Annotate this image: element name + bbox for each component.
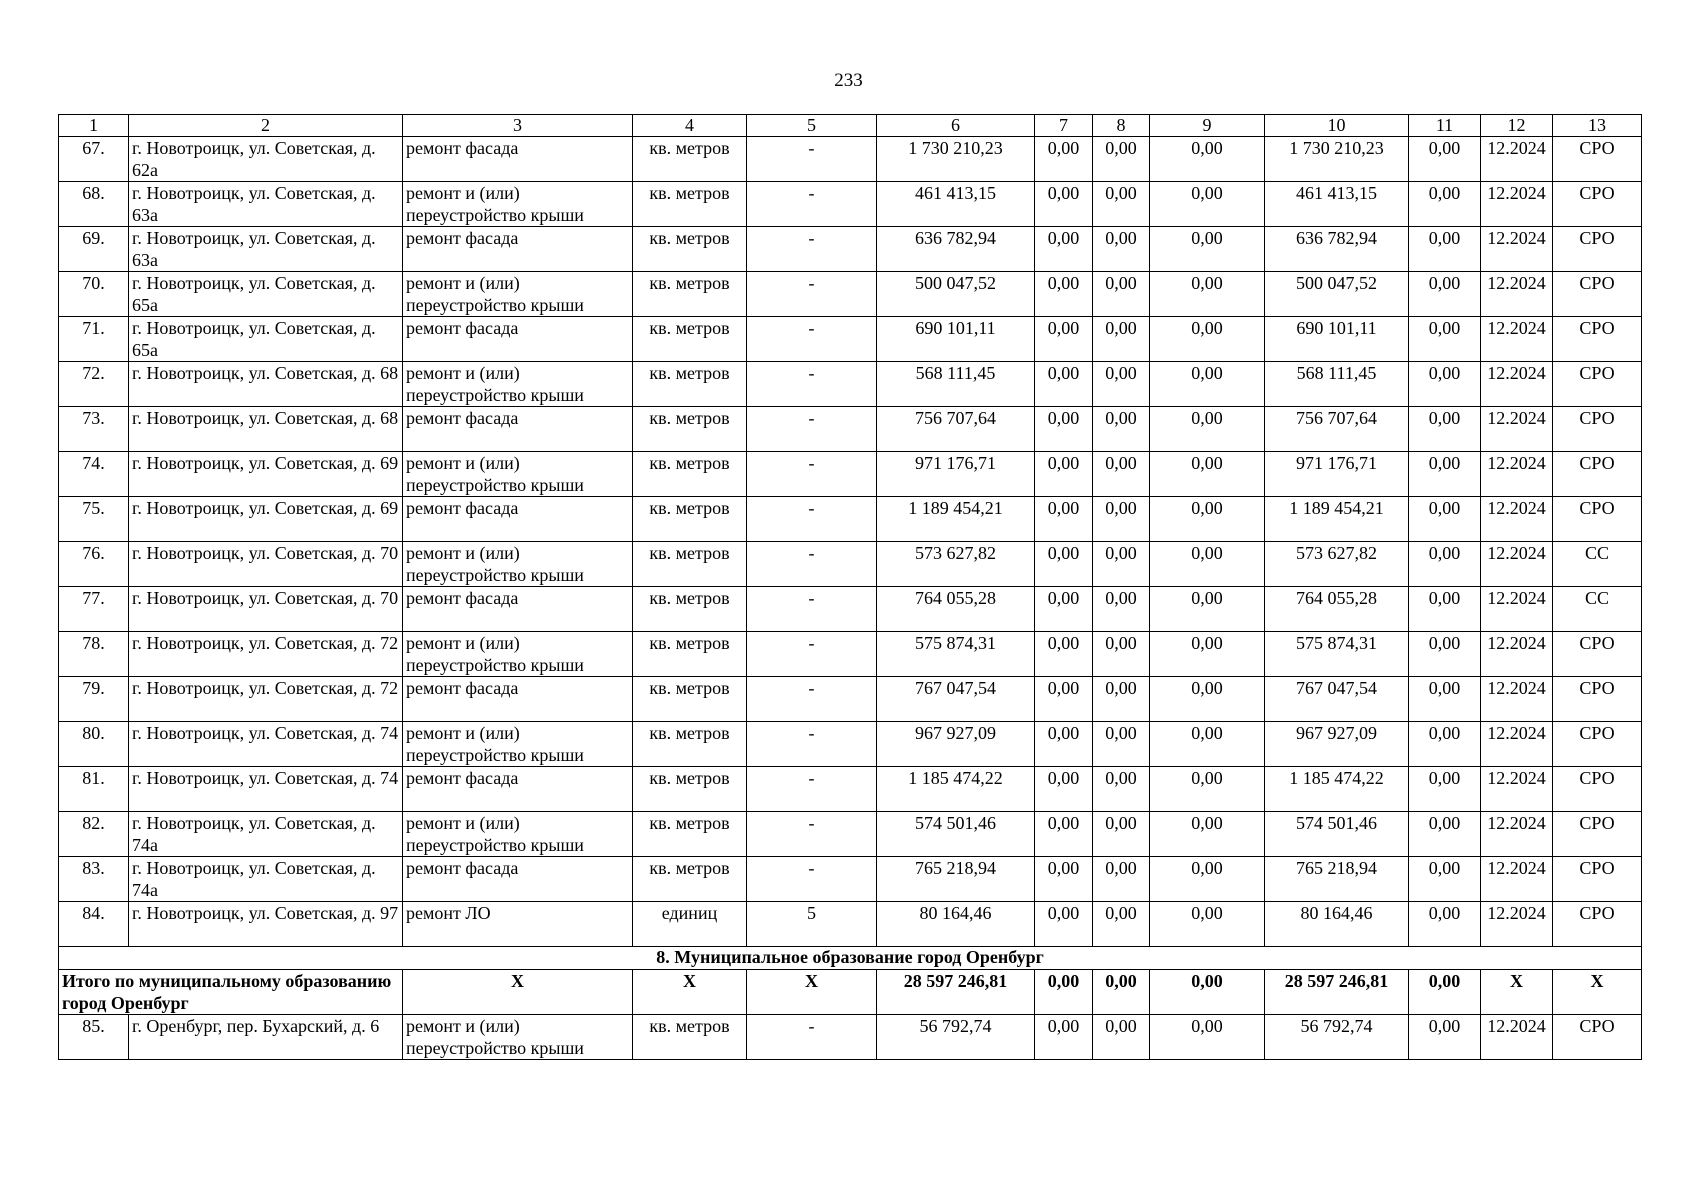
unit-cell: кв. метров (633, 497, 747, 542)
fund-cell: 0,00 (1093, 902, 1150, 947)
table-row (59, 497, 1642, 542)
completion-date-cell: 12.2024 (1481, 812, 1553, 857)
fund-cell: 0,00 (1035, 227, 1093, 272)
completion-date-cell: 12.2024 (1481, 767, 1553, 812)
table-row (59, 587, 1642, 632)
fund-cell: 0,00 (1035, 452, 1093, 497)
other-funds-cell: 0,00 (1409, 857, 1481, 902)
completion-date-cell: 12.2024 (1481, 857, 1553, 902)
owner-funds-cell: 967 927,09 (1265, 722, 1409, 767)
fund-cell: 0,00 (1150, 407, 1265, 452)
cost-total-cell: 500 047,52 (877, 272, 1035, 317)
column-header: 3 (403, 115, 633, 137)
fund-cell: 0,00 (1035, 137, 1093, 182)
quantity-cell: - (747, 317, 877, 362)
table-row (59, 227, 1642, 272)
fund-cell: 0,00 (1150, 812, 1265, 857)
row-number: 77. (59, 587, 129, 632)
cost-total-cell: 767 047,54 (877, 677, 1035, 722)
fund-cell: 0,00 (1035, 1015, 1093, 1060)
unit-cell: кв. метров (633, 452, 747, 497)
owner-funds-cell: 575 874,31 (1265, 632, 1409, 677)
quantity-cell: - (747, 812, 877, 857)
cost-total-cell: 573 627,82 (877, 542, 1035, 587)
cost-total-cell: 56 792,74 (877, 1015, 1035, 1060)
fund-cell: 0,00 (1093, 677, 1150, 722)
work-type-cell: ремонт ЛО (403, 902, 633, 947)
table-row (59, 767, 1642, 812)
completion-date-cell: 12.2024 (1481, 182, 1553, 227)
method-cell: СРО (1553, 272, 1642, 317)
unit-cell: кв. метров (633, 632, 747, 677)
fund-cell: 0,00 (1035, 677, 1093, 722)
section-header-row (59, 947, 1642, 970)
completion-date-cell: 12.2024 (1481, 542, 1553, 587)
other-funds-cell: 0,00 (1409, 452, 1481, 497)
method-cell: СРО (1553, 677, 1642, 722)
fund-cell: 0,00 (1035, 182, 1093, 227)
method-cell: СРО (1553, 452, 1642, 497)
fund-cell: 0,00 (1093, 497, 1150, 542)
cost-total-cell: 1 730 210,23 (877, 137, 1035, 182)
quantity-cell: - (747, 137, 877, 182)
address-cell: г. Новотроицк, ул. Советская, д. 70 (129, 542, 403, 587)
unit-cell: кв. метров (633, 362, 747, 407)
unit-cell: кв. метров (633, 407, 747, 452)
fund-cell: 0,00 (1150, 227, 1265, 272)
total-value: Х (633, 970, 747, 1015)
unit-cell: единиц (633, 902, 747, 947)
fund-cell: 0,00 (1093, 1015, 1150, 1060)
unit-cell: кв. метров (633, 677, 747, 722)
completion-date-cell: 12.2024 (1481, 722, 1553, 767)
address-cell: г. Новотроицк, ул. Советская, д. 68 (129, 407, 403, 452)
method-cell: СС (1553, 542, 1642, 587)
other-funds-cell: 0,00 (1409, 227, 1481, 272)
work-type-cell: ремонт и (или) переустройство крыши (403, 632, 633, 677)
column-header: 2 (129, 115, 403, 137)
column-header: 9 (1150, 115, 1265, 137)
table-row (59, 1015, 1642, 1060)
row-number: 82. (59, 812, 129, 857)
row-number: 84. (59, 902, 129, 947)
owner-funds-cell: 573 627,82 (1265, 542, 1409, 587)
cost-total-cell: 80 164,46 (877, 902, 1035, 947)
fund-cell: 0,00 (1150, 542, 1265, 587)
address-cell: г. Новотроицк, ул. Советская, д. 68 (129, 362, 403, 407)
method-cell: СРО (1553, 857, 1642, 902)
fund-cell: 0,00 (1150, 902, 1265, 947)
work-type-cell: ремонт фасада (403, 227, 633, 272)
unit-cell: кв. метров (633, 272, 747, 317)
row-number: 70. (59, 272, 129, 317)
fund-cell: 0,00 (1093, 812, 1150, 857)
quantity-cell: - (747, 272, 877, 317)
fund-cell: 0,00 (1035, 362, 1093, 407)
work-type-cell: ремонт фасада (403, 317, 633, 362)
work-type-cell: ремонт фасада (403, 407, 633, 452)
table-row (59, 542, 1642, 587)
fund-cell: 0,00 (1150, 362, 1265, 407)
other-funds-cell: 0,00 (1409, 722, 1481, 767)
work-type-cell: ремонт и (или) переустройство крыши (403, 362, 633, 407)
other-funds-cell: 0,00 (1409, 632, 1481, 677)
row-number: 80. (59, 722, 129, 767)
other-funds-cell: 0,00 (1409, 497, 1481, 542)
other-funds-cell: 0,00 (1409, 272, 1481, 317)
owner-funds-cell: 971 176,71 (1265, 452, 1409, 497)
cost-total-cell: 764 055,28 (877, 587, 1035, 632)
other-funds-cell: 0,00 (1409, 182, 1481, 227)
cost-total-cell: 636 782,94 (877, 227, 1035, 272)
table-row (59, 317, 1642, 362)
row-number: 76. (59, 542, 129, 587)
fund-cell: 0,00 (1150, 677, 1265, 722)
work-type-cell: ремонт фасада (403, 587, 633, 632)
fund-cell: 0,00 (1150, 857, 1265, 902)
fund-cell: 0,00 (1035, 722, 1093, 767)
other-funds-cell: 0,00 (1409, 812, 1481, 857)
completion-date-cell: 12.2024 (1481, 902, 1553, 947)
completion-date-cell: 12.2024 (1481, 677, 1553, 722)
table-row (59, 182, 1642, 227)
fund-cell: 0,00 (1093, 272, 1150, 317)
fund-cell: 0,00 (1035, 812, 1093, 857)
fund-cell: 0,00 (1150, 767, 1265, 812)
completion-date-cell: 12.2024 (1481, 362, 1553, 407)
cost-total-cell: 461 413,15 (877, 182, 1035, 227)
section-title: 8. Муниципальное образование город Оренбург (59, 947, 1642, 970)
total-value: 0,00 (1035, 970, 1093, 1015)
quantity-cell: - (747, 722, 877, 767)
fund-cell: 0,00 (1093, 407, 1150, 452)
column-header: 10 (1265, 115, 1409, 137)
completion-date-cell: 12.2024 (1481, 497, 1553, 542)
cost-total-cell: 574 501,46 (877, 812, 1035, 857)
fund-cell: 0,00 (1093, 722, 1150, 767)
quantity-cell: - (747, 227, 877, 272)
work-type-cell: ремонт и (или) переустройство крыши (403, 1015, 633, 1060)
fund-cell: 0,00 (1093, 632, 1150, 677)
method-cell: СРО (1553, 137, 1642, 182)
fund-cell: 0,00 (1150, 317, 1265, 362)
unit-cell: кв. метров (633, 542, 747, 587)
address-cell: г. Новотроицк, ул. Советская, д. 65а (129, 272, 403, 317)
table-row (59, 722, 1642, 767)
row-number: 83. (59, 857, 129, 902)
method-cell: СРО (1553, 227, 1642, 272)
fund-cell: 0,00 (1093, 542, 1150, 587)
fund-cell: 0,00 (1035, 272, 1093, 317)
total-row (59, 970, 1642, 1015)
owner-funds-cell: 500 047,52 (1265, 272, 1409, 317)
fund-cell: 0,00 (1093, 857, 1150, 902)
method-cell: СРО (1553, 767, 1642, 812)
address-cell: г. Новотроицк, ул. Советская, д. 69 (129, 497, 403, 542)
fund-cell: 0,00 (1093, 227, 1150, 272)
fund-cell: 0,00 (1093, 137, 1150, 182)
other-funds-cell: 0,00 (1409, 317, 1481, 362)
row-number: 73. (59, 407, 129, 452)
fund-cell: 0,00 (1035, 587, 1093, 632)
completion-date-cell: 12.2024 (1481, 452, 1553, 497)
address-cell: г. Новотроицк, ул. Советская, д. 65а (129, 317, 403, 362)
page-number: 233 (834, 70, 863, 91)
address-cell: г. Новотроицк, ул. Советская, д. 74 (129, 767, 403, 812)
unit-cell: кв. метров (633, 227, 747, 272)
table-row (59, 407, 1642, 452)
table-row (59, 677, 1642, 722)
fund-cell: 0,00 (1093, 452, 1150, 497)
method-cell: СРО (1553, 812, 1642, 857)
address-cell: г. Новотроицк, ул. Советская, д. 74а (129, 857, 403, 902)
row-number: 71. (59, 317, 129, 362)
table-row (59, 632, 1642, 677)
cost-total-cell: 1 185 474,22 (877, 767, 1035, 812)
other-funds-cell: 0,00 (1409, 767, 1481, 812)
quantity-cell: - (747, 452, 877, 497)
cost-total-cell: 568 111,45 (877, 362, 1035, 407)
quantity-cell: - (747, 182, 877, 227)
address-cell: г. Новотроицк, ул. Советская, д. 74а (129, 812, 403, 857)
fund-cell: 0,00 (1150, 452, 1265, 497)
column-header: 6 (877, 115, 1035, 137)
unit-cell: кв. метров (633, 767, 747, 812)
owner-funds-cell: 1 185 474,22 (1265, 767, 1409, 812)
cost-total-cell: 1 189 454,21 (877, 497, 1035, 542)
owner-funds-cell: 636 782,94 (1265, 227, 1409, 272)
quantity-cell: 5 (747, 902, 877, 947)
quantity-cell: - (747, 407, 877, 452)
unit-cell: кв. метров (633, 812, 747, 857)
unit-cell: кв. метров (633, 1015, 747, 1060)
table-row (59, 857, 1642, 902)
table-row (59, 812, 1642, 857)
fund-cell: 0,00 (1093, 362, 1150, 407)
unit-cell: кв. метров (633, 587, 747, 632)
column-header: 12 (1481, 115, 1553, 137)
quantity-cell: - (747, 587, 877, 632)
total-value: Х (747, 970, 877, 1015)
row-number: 75. (59, 497, 129, 542)
fund-cell: 0,00 (1093, 317, 1150, 362)
owner-funds-cell: 574 501,46 (1265, 812, 1409, 857)
owner-funds-cell: 80 164,46 (1265, 902, 1409, 947)
row-number: 69. (59, 227, 129, 272)
fund-cell: 0,00 (1150, 137, 1265, 182)
unit-cell: кв. метров (633, 137, 747, 182)
table-row (59, 137, 1642, 182)
other-funds-cell: 0,00 (1409, 542, 1481, 587)
address-cell: г. Новотроицк, ул. Советская, д. 72 (129, 677, 403, 722)
work-type-cell: ремонт фасада (403, 857, 633, 902)
row-number: 68. (59, 182, 129, 227)
quantity-cell: - (747, 632, 877, 677)
total-value: 28 597 246,81 (877, 970, 1035, 1015)
quantity-cell: - (747, 497, 877, 542)
work-type-cell: ремонт и (или) переустройство крыши (403, 272, 633, 317)
owner-funds-cell: 764 055,28 (1265, 587, 1409, 632)
fund-cell: 0,00 (1093, 182, 1150, 227)
row-number: 79. (59, 677, 129, 722)
fund-cell: 0,00 (1150, 272, 1265, 317)
method-cell: СРО (1553, 722, 1642, 767)
total-value: Х (1481, 970, 1553, 1015)
fund-cell: 0,00 (1035, 632, 1093, 677)
address-cell: г. Новотроицк, ул. Советская, д. 69 (129, 452, 403, 497)
row-number: 81. (59, 767, 129, 812)
unit-cell: кв. метров (633, 857, 747, 902)
owner-funds-cell: 767 047,54 (1265, 677, 1409, 722)
owner-funds-cell: 56 792,74 (1265, 1015, 1409, 1060)
method-cell: СРО (1553, 902, 1642, 947)
column-header: 7 (1035, 115, 1093, 137)
method-cell: СС (1553, 587, 1642, 632)
fund-cell: 0,00 (1035, 317, 1093, 362)
fund-cell: 0,00 (1150, 722, 1265, 767)
fund-cell: 0,00 (1150, 587, 1265, 632)
completion-date-cell: 12.2024 (1481, 587, 1553, 632)
completion-date-cell: 12.2024 (1481, 632, 1553, 677)
column-header: 11 (1409, 115, 1481, 137)
work-type-cell: ремонт фасада (403, 497, 633, 542)
other-funds-cell: 0,00 (1409, 362, 1481, 407)
table-row (59, 452, 1642, 497)
cost-total-cell: 765 218,94 (877, 857, 1035, 902)
column-header: 4 (633, 115, 747, 137)
cost-total-cell: 967 927,09 (877, 722, 1035, 767)
total-value: 28 597 246,81 (1265, 970, 1409, 1015)
total-value: 0,00 (1409, 970, 1481, 1015)
unit-cell: кв. метров (633, 722, 747, 767)
work-type-cell: ремонт и (или) переустройство крыши (403, 812, 633, 857)
fund-cell: 0,00 (1150, 497, 1265, 542)
unit-cell: кв. метров (633, 182, 747, 227)
owner-funds-cell: 568 111,45 (1265, 362, 1409, 407)
column-header: 8 (1093, 115, 1150, 137)
total-value: Х (1553, 970, 1642, 1015)
completion-date-cell: 12.2024 (1481, 137, 1553, 182)
other-funds-cell: 0,00 (1409, 137, 1481, 182)
cost-total-cell: 575 874,31 (877, 632, 1035, 677)
quantity-cell: - (747, 542, 877, 587)
owner-funds-cell: 461 413,15 (1265, 182, 1409, 227)
row-number: 78. (59, 632, 129, 677)
row-number: 72. (59, 362, 129, 407)
quantity-cell: - (747, 857, 877, 902)
owner-funds-cell: 1 730 210,23 (1265, 137, 1409, 182)
row-number: 74. (59, 452, 129, 497)
total-label: Итого по муниципальному образованию город Оренбург (59, 970, 403, 1015)
capital-repair-table (58, 114, 1642, 1060)
address-cell: г. Оренбург, пер. Бухарский, д. 6 (129, 1015, 403, 1060)
work-type-cell: ремонт и (или) переустройство крыши (403, 452, 633, 497)
owner-funds-cell: 756 707,64 (1265, 407, 1409, 452)
method-cell: СРО (1553, 317, 1642, 362)
work-type-cell: ремонт и (или) переустройство крыши (403, 182, 633, 227)
work-type-cell: ремонт фасада (403, 677, 633, 722)
address-cell: г. Новотроицк, ул. Советская, д. 72 (129, 632, 403, 677)
total-value: 0,00 (1150, 970, 1265, 1015)
completion-date-cell: 12.2024 (1481, 272, 1553, 317)
address-cell: г. Новотроицк, ул. Советская, д. 63а (129, 227, 403, 272)
work-type-cell: ремонт фасада (403, 767, 633, 812)
cost-total-cell: 971 176,71 (877, 452, 1035, 497)
address-cell: г. Новотроицк, ул. Советская, д. 70 (129, 587, 403, 632)
cost-total-cell: 756 707,64 (877, 407, 1035, 452)
table-row (59, 902, 1642, 947)
method-cell: СРО (1553, 1015, 1642, 1060)
fund-cell: 0,00 (1150, 182, 1265, 227)
method-cell: СРО (1553, 362, 1642, 407)
unit-cell: кв. метров (633, 317, 747, 362)
quantity-cell: - (747, 767, 877, 812)
table-row (59, 272, 1642, 317)
column-header: 13 (1553, 115, 1642, 137)
method-cell: СРО (1553, 407, 1642, 452)
fund-cell: 0,00 (1093, 587, 1150, 632)
completion-date-cell: 12.2024 (1481, 407, 1553, 452)
table-row (59, 362, 1642, 407)
work-type-cell: ремонт и (или) переустройство крыши (403, 722, 633, 767)
completion-date-cell: 12.2024 (1481, 317, 1553, 362)
owner-funds-cell: 690 101,11 (1265, 317, 1409, 362)
quantity-cell: - (747, 677, 877, 722)
address-cell: г. Новотроицк, ул. Советская, д. 97 (129, 902, 403, 947)
row-number: 67. (59, 137, 129, 182)
address-cell: г. Новотроицк, ул. Советская, д. 74 (129, 722, 403, 767)
column-header: 1 (59, 115, 129, 137)
work-type-cell: ремонт фасада (403, 137, 633, 182)
quantity-cell: - (747, 1015, 877, 1060)
method-cell: СРО (1553, 632, 1642, 677)
other-funds-cell: 0,00 (1409, 1015, 1481, 1060)
fund-cell: 0,00 (1035, 407, 1093, 452)
other-funds-cell: 0,00 (1409, 407, 1481, 452)
fund-cell: 0,00 (1150, 1015, 1265, 1060)
row-number: 85. (59, 1015, 129, 1060)
cost-total-cell: 690 101,11 (877, 317, 1035, 362)
work-type-cell: ремонт и (или) переустройство крыши (403, 542, 633, 587)
method-cell: СРО (1553, 182, 1642, 227)
fund-cell: 0,00 (1035, 767, 1093, 812)
owner-funds-cell: 1 189 454,21 (1265, 497, 1409, 542)
fund-cell: 0,00 (1093, 767, 1150, 812)
total-value: 0,00 (1093, 970, 1150, 1015)
total-value: Х (403, 970, 633, 1015)
fund-cell: 0,00 (1035, 497, 1093, 542)
address-cell: г. Новотроицк, ул. Советская, д. 63а (129, 182, 403, 227)
fund-cell: 0,00 (1150, 632, 1265, 677)
completion-date-cell: 12.2024 (1481, 1015, 1553, 1060)
fund-cell: 0,00 (1035, 542, 1093, 587)
column-header: 5 (747, 115, 877, 137)
other-funds-cell: 0,00 (1409, 677, 1481, 722)
column-number-row (59, 115, 1642, 137)
other-funds-cell: 0,00 (1409, 902, 1481, 947)
method-cell: СРО (1553, 497, 1642, 542)
other-funds-cell: 0,00 (1409, 587, 1481, 632)
quantity-cell: - (747, 362, 877, 407)
completion-date-cell: 12.2024 (1481, 227, 1553, 272)
owner-funds-cell: 765 218,94 (1265, 857, 1409, 902)
address-cell: г. Новотроицк, ул. Советская, д. 62а (129, 137, 403, 182)
fund-cell: 0,00 (1035, 902, 1093, 947)
fund-cell: 0,00 (1035, 857, 1093, 902)
